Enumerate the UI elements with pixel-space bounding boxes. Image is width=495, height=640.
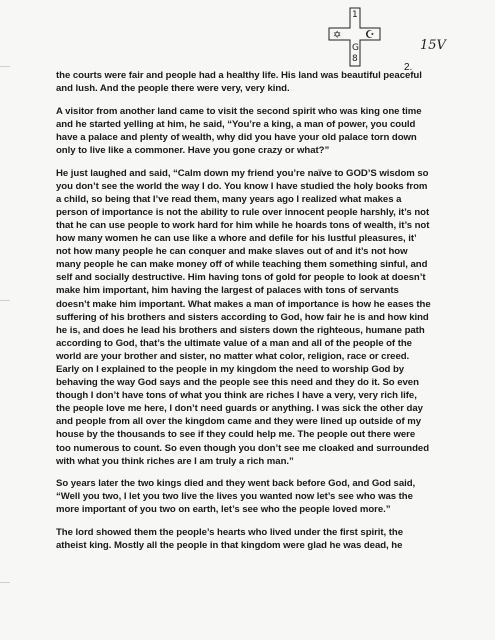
paragraph: So years later the two kings died and they went back before God, and God said, “Well you two, I let you two live the lives you wanted now let’s see who was the more important of you two on earth, let’s see who the people loved more.”	[56, 478, 416, 516]
page-number: 2.	[404, 62, 413, 73]
margin-mark	[0, 300, 10, 301]
handwritten-annotation: 15V	[420, 38, 446, 53]
paragraph: The lord showed them the people’s hearts who lived under the first spirit, the atheist king. Mostly all the people in that kingdom were glad he was dead, he	[56, 527, 404, 552]
crescent-icon: ☪	[365, 28, 375, 41]
cross-letter: 1	[352, 10, 358, 20]
paragraph: A visitor from another land came to visit the second spirit who was king one time and he started yelling at him, he said, “You’re a king, a man of power, you could have a palace and plenty of wealth, why did you have your old palace torn down only to live like a commoner. Have you gone crazy or what?”	[56, 105, 422, 156]
cross-emblem	[326, 6, 386, 68]
cross-letter: 8	[352, 54, 358, 64]
margin-mark	[0, 582, 10, 583]
paragraph: the courts were fair and people had a healthy life. His land was beautiful peaceful and lush. And the people there were very, very kind.	[56, 70, 422, 95]
cross-letter: G	[352, 43, 359, 53]
paragraph: He just laughed and said, “Calm down my friend you’re naïve to GOD’S wisdom so you don’t see the world the way I do. You know I have studied the holy books from a child, so being that I’ve read them, many years ago I realized what makes a person of importance is not the ability to rule over innocent people harshly, it’s not that he can use people to work hard for him while he hoards tons of wealth, it’s not how many women he can use like a whore and defile for his lustful pleasures, it’ not how many people he can conquer and make slaves out of and it’s not how many people he can make money off of while teaching them something sinful, and self and socially destructive. Him having tons of gold for people to look at doesn’t make him important, him having the largest of palaces with tons of servants doesn’t make him important. What makes a man of importance is how he eases the suffering of his brothers and sisters according to God, how fair he is and how kind he is, and does he lead his brothers and sisters down the righteous, humane path according to God, that’s the ultimate value of a man and all of the people of the world are your brother and sister, no matter what color, religion, race or creed. Early on I explained to the people in my kingdom the need to worship God by behaving the way God says and the people see this need and they do it. So even though I don’t have tons of what you think are riches I have a very, very rich life, the people love me here, I don’t need guards or anything. I was sick the other day and people from all over the kingdom came and they were lined up outside of my house by the thousands to see if they could help me. The people out there were too numerous to count. So even though you don’t see me cloaked and surrounded with what you think riches are I am truly a rich man.”	[56, 167, 431, 467]
document-body	[56, 69, 432, 562]
margin-mark	[0, 66, 10, 67]
star-of-david-icon: ✡	[333, 30, 342, 41]
